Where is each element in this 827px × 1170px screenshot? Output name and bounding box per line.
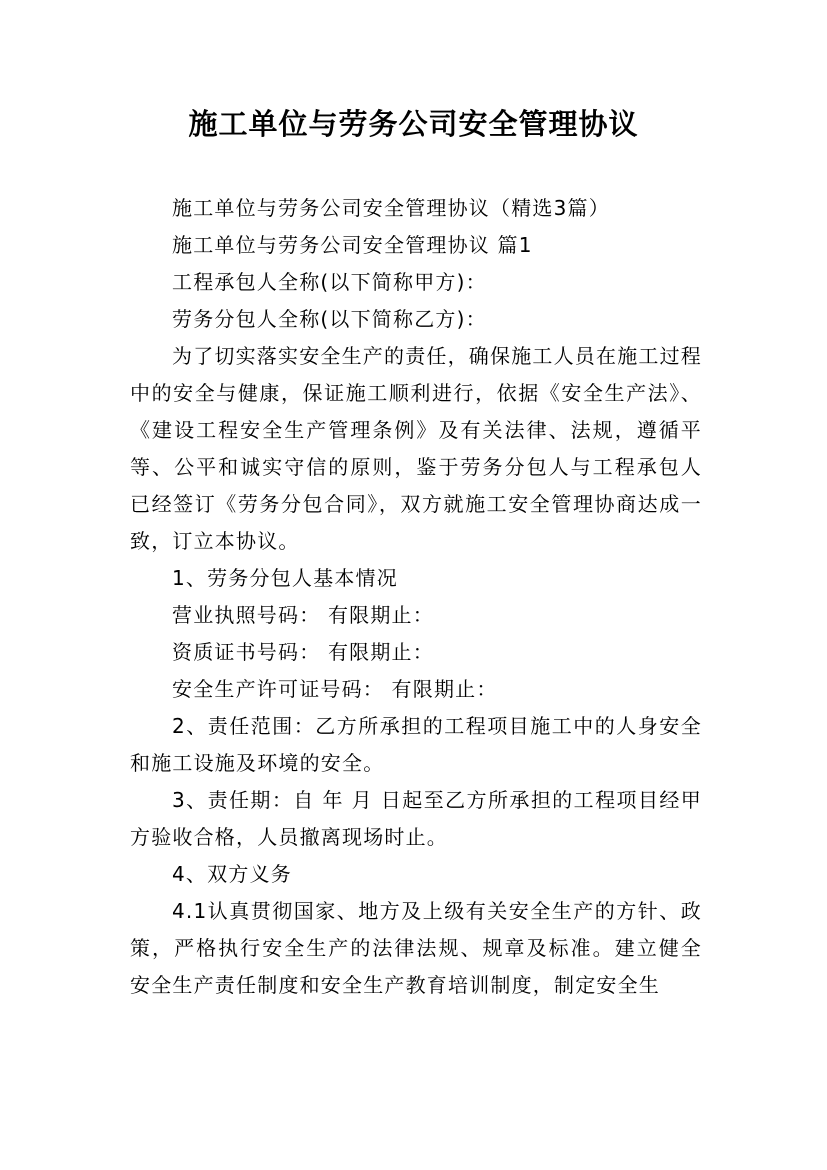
paragraph-collection-title: 施工单位与劳务公司安全管理协议（精选3篇） <box>172 196 610 220</box>
paragraph-qualification-number: 资质证书号码： 有限期止： <box>172 640 434 664</box>
paragraph-preamble: 为了切实落实安全生产的责任，确保施工人员在施工过程中的安全与健康，保证施工顺利进行，依据《安全生产法》、《建设工程安全生产管理条例》及有关法律、法规，遵循平等、公平和诚实守信的原则，鉴于劳务分包人与工程承包人已经签订《劳务分包合同》，双方就施工安全管理协商达成一致，订立本协议。 <box>130 344 702 553</box>
paragraph-section-2: 2、责任范围：乙方所承担的工程项目施工中的人身安全和施工设施及环境的安全。 <box>130 714 702 775</box>
paragraph-section-4: 4、双方义务 <box>172 862 292 886</box>
document-body <box>130 190 702 1004</box>
paragraph-section-4-1: 4.1认真贯彻国家、地方及上级有关安全生产的方针、政策，严格执行安全生产的法律法规、规章及标准。建立健全安全生产责任制度和安全生产教育培训制度，制定安全生 <box>130 899 702 997</box>
paragraph-section-3: 3、责任期：自 年 月 日起至乙方所承担的工程项目经甲方验收合格，人员撤离现场时止。 <box>130 788 702 849</box>
paragraph-party-a: 工程承包人全称(以下简称甲方)： <box>172 270 487 294</box>
paragraph-safety-permit-number: 安全生产许可证号码： 有限期止： <box>172 677 498 701</box>
document-title: 施工单位与劳务公司安全管理协议 <box>188 107 639 141</box>
paragraph-license-number: 营业执照号码： 有限期止： <box>172 603 434 627</box>
paragraph-section-1: 1、劳务分包人基本情况 <box>172 566 398 590</box>
paragraph-party-b: 劳务分包人全称(以下简称乙方)： <box>172 307 487 331</box>
paragraph-article-heading: 施工单位与劳务公司安全管理协议 篇1 <box>172 233 533 257</box>
